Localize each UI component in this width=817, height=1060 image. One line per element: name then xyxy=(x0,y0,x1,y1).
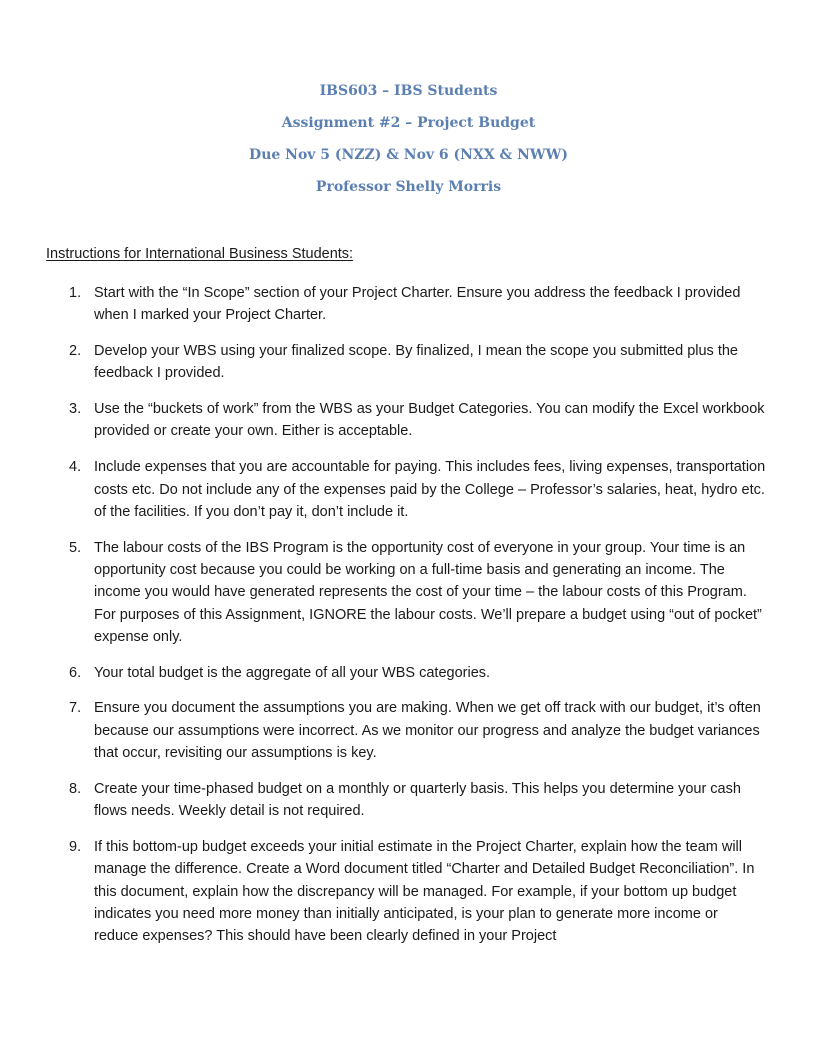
instructions-list xyxy=(46,282,766,961)
list-item-number: 7. xyxy=(69,700,82,717)
list-item xyxy=(46,697,766,764)
list-item-text: Include expenses that you are accountable for paying. This includes fees, living expenses, transportation costs etc. Do not include any of the expenses paid by the College – Professor’s salaries, heat, hydro etc. of the facilities. If you don’t pay it, don’t include it. xyxy=(94,459,766,520)
professor-name: Professor Shelly Morris xyxy=(315,179,502,195)
assignment-title: Assignment #2 – Project Budget xyxy=(281,115,536,131)
list-item-number: 8. xyxy=(69,780,82,797)
document-header xyxy=(0,80,817,208)
list-item xyxy=(46,662,766,684)
list-item-number: 6. xyxy=(69,664,82,681)
list-item xyxy=(46,836,766,947)
list-item xyxy=(46,282,766,327)
due-date: Due Nov 5 (NZZ) & Nov 6 (NXX & NWW) xyxy=(249,147,568,163)
list-item xyxy=(46,778,766,823)
course-title: IBS603 – IBS Students xyxy=(319,83,498,99)
list-item-text: The labour costs of the IBS Program is the opportunity cost of everyone in your group. Your time is an opportunity cost because you could be working on a full-time basis and generating an income. The income you would have generated represents the cost of your time – the labour costs of this Program. For purposes of this Assignment, IGNORE the labour costs. We’ll prepare a budget using “out of pocket” expense only. xyxy=(94,539,762,645)
list-item-text: If this bottom-up budget exceeds your initial estimate in the Project Charter, explain how the team will manage the difference. Create a Word document titled “Charter and Detailed Budget Reconciliation”. In this document, explain how the discrepancy will be managed. For example, if your bottom up budget indicates you need more money than initially anticipated, is your plan to generate more income or reduce expenses? This should have been clearly defined in your Project xyxy=(94,838,755,945)
list-item xyxy=(46,398,766,443)
list-item-text: Start with the “In Scope” section of your Project Charter. Ensure you address the feedback I provided when I marked your Project Charter. xyxy=(94,285,741,324)
list-item-text: Create your time-phased budget on a monthly or quarterly basis. This helps you determine your cash flows needs. Weekly detail is not required. xyxy=(94,780,741,820)
list-item-number: 9. xyxy=(69,838,82,855)
list-item xyxy=(46,340,766,385)
list-item-text: Your total budget is the aggregate of all your WBS categories. xyxy=(94,664,491,681)
list-item-number: 4. xyxy=(69,459,82,476)
instructions-heading: Instructions for International Business Students: xyxy=(46,246,354,262)
list-item-text: Use the “buckets of work” from the WBS as your Budget Categories. You can modify the Excel workbook provided or create your own. Either is acceptable. xyxy=(94,401,765,440)
list-item-text: Ensure you document the assumptions you are making. When we get off track with our budget, it’s often because our assumptions were incorrect. As we monitor our progress and analyze the budget variances that occur, revisiting our assumptions is key. xyxy=(94,700,761,762)
list-item xyxy=(46,537,766,648)
list-item-number: 5. xyxy=(69,539,82,556)
list-item-number: 2. xyxy=(69,343,82,360)
list-item-text: Develop your WBS using your finalized scope. By finalized, I mean the scope you submitted plus the feedback I provided. xyxy=(94,343,738,382)
list-item-number: 3. xyxy=(69,401,82,418)
list-item xyxy=(46,456,766,523)
list-item-number: 1. xyxy=(69,285,82,301)
